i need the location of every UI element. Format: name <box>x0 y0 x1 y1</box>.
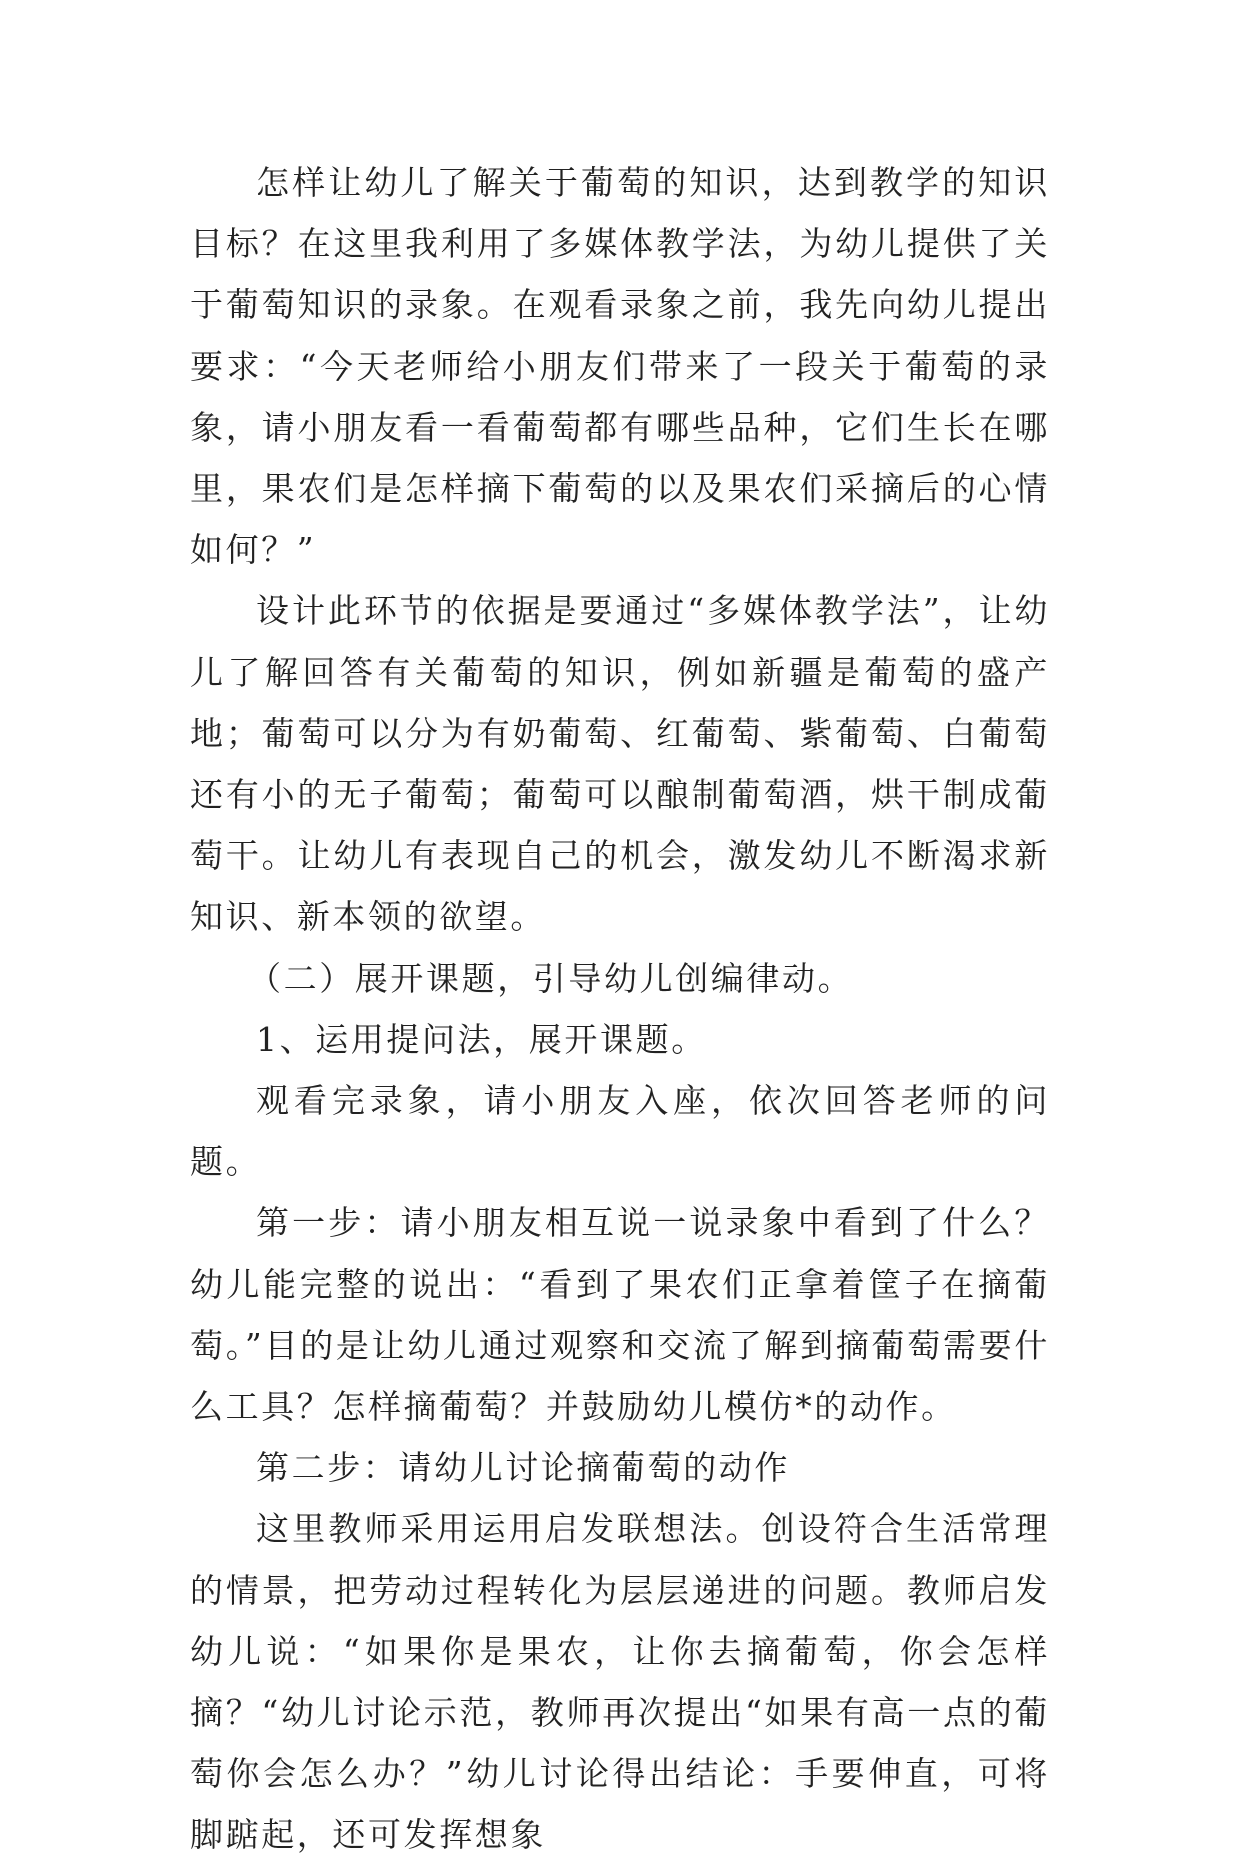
paragraph-design-rationale: 设计此环节的依据是要通过“多媒体教学法”，让幼儿了解回答有关葡萄的知识，例如新疆是葡萄的盛产地；葡萄可以分为有奶葡萄、红葡萄、紫葡萄、白葡萄还有小的无子葡萄；葡萄可以酿制葡萄酒，烘干制成葡萄干。让幼儿有表现自己的机会，激发幼儿不断渴求新知识、新本领的欲望。 <box>190 591 1050 937</box>
document-body <box>190 152 1050 1866</box>
paragraph-step-one: 第一步：请小朋友相互说一说录象中看到了什么？幼儿能完整的说出：“看到了果农们正拿着筐子在摘葡萄。”目的是让幼儿通过观察和交流了解到摘葡萄需要什么工具？怎样摘葡萄？并鼓励幼儿模仿*的动作。 <box>190 1203 1050 1427</box>
paragraph-step-two: 第二步：请幼儿讨论摘葡萄的动作 <box>256 1448 790 1488</box>
paragraph-after-video: 观看完录象，请小朋友入座，依次回答老师的问题。 <box>190 1081 1050 1182</box>
section-heading: （二）展开课题，引导幼儿创编律动。 <box>248 958 854 998</box>
subsection-heading: 1、运用提问法，展开课题。 <box>256 1019 707 1059</box>
paragraph-inspiration-method: 这里教师采用运用启发联想法。创设符合生活常理的情景，把劳动过程转化为层层递进的问题。教师启发幼儿说：“如果你是果农，让你去摘葡萄，你会怎样摘？“幼儿讨论示范，教师再次提出“如果有高一点的葡萄你会怎么办？”幼儿讨论得出结论：手要伸直，可将脚踮起，还可发挥想象 <box>190 1509 1050 1855</box>
paragraph-multimedia-intro: 怎样让幼儿了解关于葡萄的知识，达到教学的知识目标？在这里我利用了多媒体教学法，为幼儿提供了关于葡萄知识的录象。在观看录象之前，我先向幼儿提出要求：“今天老师给小朋友们带来了一段关于葡萄的录象，请小朋友看一看葡萄都有哪些品种，它们生长在哪里，果农们是怎样摘下葡萄的以及果农们采摘后的心情如何？” <box>190 163 1050 570</box>
